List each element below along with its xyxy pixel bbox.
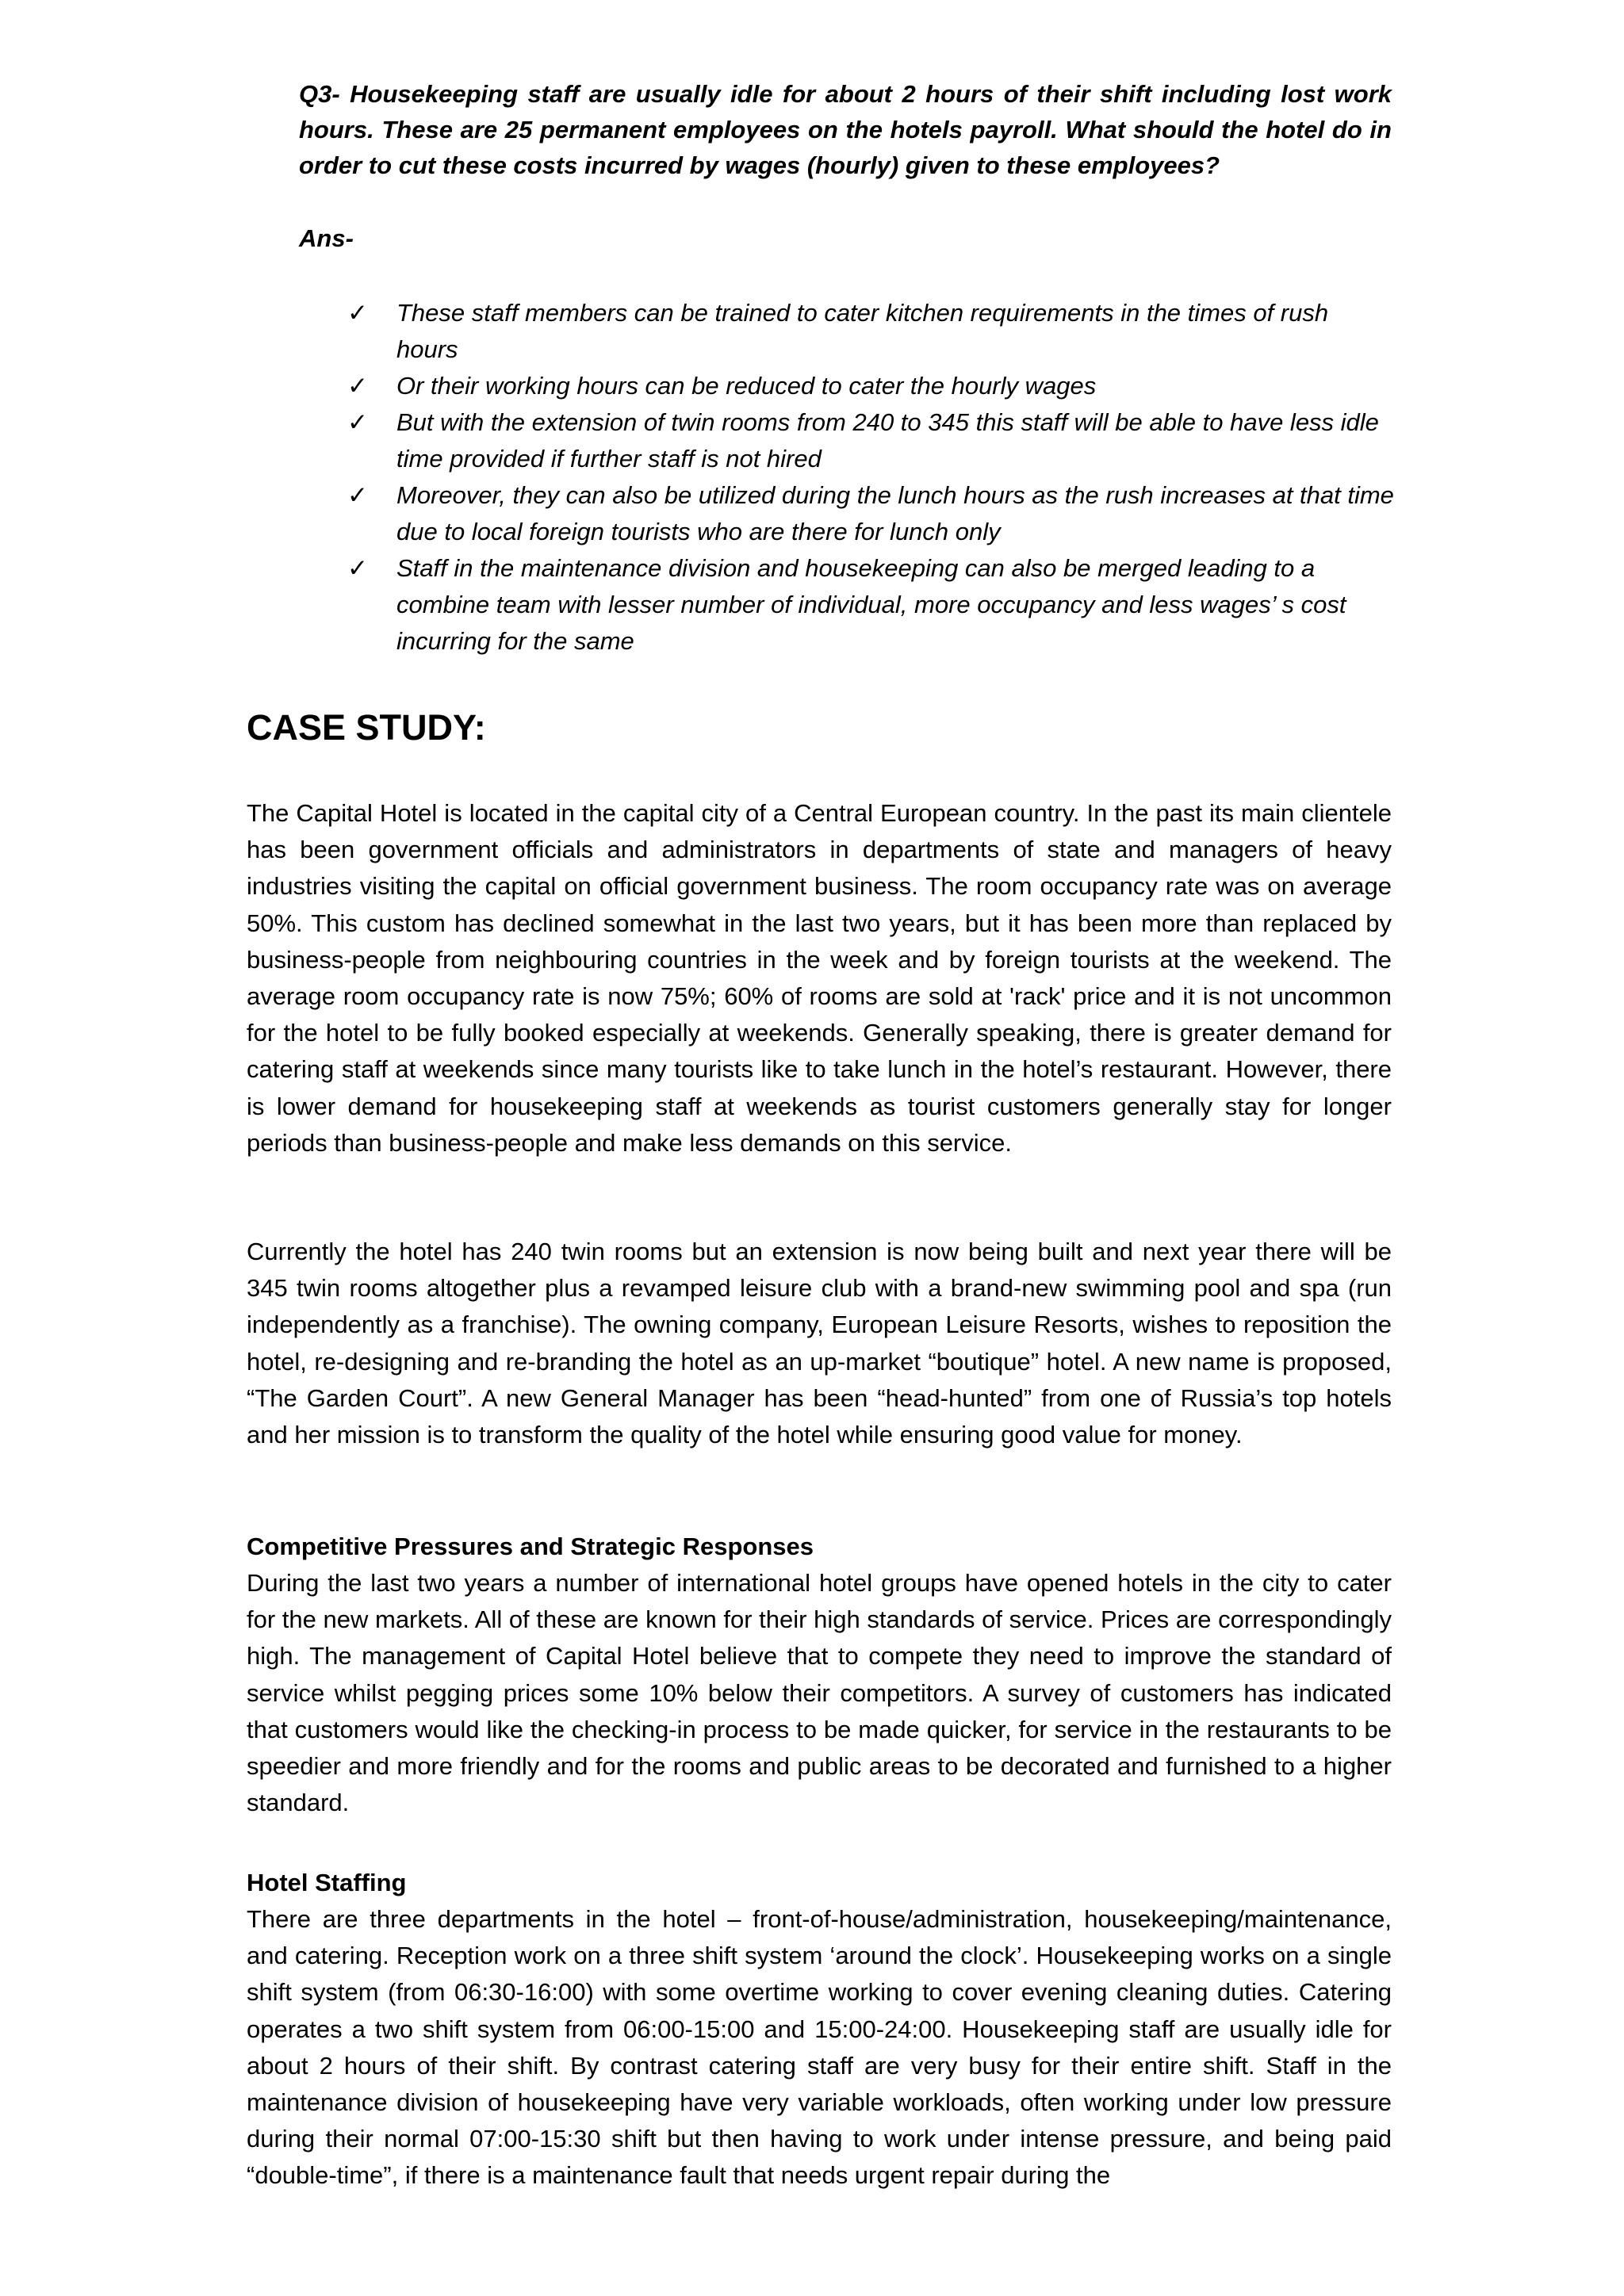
checkmark-icon: ✓ (347, 554, 368, 583)
list-item: ✓ Moreover, they can also be utilized during the lunch hours as the rush increases at that time due to local foreign tourists who are there for lunch only (347, 477, 1394, 550)
competitive-pressures-heading: Competitive Pressures and Strategic Responses (247, 1533, 814, 1560)
list-item: ✓ Or their working hours can be reduced to cater the hourly wages (347, 368, 1394, 404)
case-paragraph-2: Currently the hotel has 240 twin rooms but an extension is now being built and next year there will be 345 twin rooms altogether plus a revamped leisure club with a brand-new swimming pool and spa (run independently as a franchise). The owning company, European Leisure Resorts, wishes to reposition the hotel, re-designing and re-branding the hotel as an up-market “boutique” hotel. A new name is proposed, “The Garden Court”. A new General Manager has been “head-hunted” from one of Russia’s top hotels and her mission is to transform the quality of the hotel while ensuring good value for money. (247, 1238, 1392, 1449)
checkmark-icon: ✓ (347, 481, 368, 510)
checkmark-icon: ✓ (347, 408, 368, 437)
checkmark-icon: ✓ (347, 299, 368, 327)
list-item: ✓ Staff in the maintenance division and housekeeping can also be merged leading to a combine team with lesser number of individual, more occupancy and less wages’ s cost incurring for the same (347, 550, 1394, 660)
answer-list (347, 295, 1394, 660)
case-paragraph-4: There are three departments in the hotel – front-of-house/administration, housekeeping/maintenance, and catering. Reception work on a three shift system ‘around the clock’. Housekeeping works on a single shift system (from 06:30-16:00) with some overtime working to cover evening cleaning duties. Catering operates a two shift system from 06:00-15:00 and 15:00-24:00. Housekeeping staff are usually idle for about 2 hours of their shift. By contrast catering staff are very busy for their entire shift. Staff in the maintenance division of housekeeping have very variable workloads, often working under low pressure during their normal 07:00-15:30 shift but then having to work under intense pressure, and being paid “double-time”, if there is a maintenance fault that needs urgent repair during the (247, 1905, 1392, 2190)
case-study-heading: CASE STUDY: (247, 707, 486, 748)
answer-label: Ans- (299, 224, 354, 252)
question-text: Q3- Housekeeping staff are usually idle for about 2 hours of their shift including lost work hours. These are 25 permanent employees on the hotels payroll. What should the hotel do in order to cut these costs incurred by wages (hourly) given to these employees? (299, 80, 1392, 179)
list-item: ✓ But with the extension of twin rooms from 240 to 345 this staff will be able to have less idle time provided if further staff is not hired (347, 404, 1394, 477)
hotel-staffing-heading: Hotel Staffing (247, 1869, 407, 1896)
case-paragraph-3: During the last two years a number of international hotel groups have opened hotels in the city to cater for the new markets. All of these are known for their high standards of service. Prices are correspondingly high. The management of Capital Hotel believe that to compete they need to improve the standard of service whilst pegging prices some 10% below their competitors. A survey of customers has indicated that customers would like the checking-in process to be made quicker, for service in the restaurants to be speedier and more friendly and for the rooms and public areas to be decorated and furnished to a higher standard. (247, 1569, 1392, 1817)
list-item: ✓ These staff members can be trained to cater kitchen requirements in the times of rush hours (347, 295, 1394, 368)
checkmark-icon: ✓ (347, 372, 368, 400)
case-paragraph-1: The Capital Hotel is located in the capital city of a Central European country. In the past its main clientele has been government officials and administrators in departments of state and managers of heavy industries visiting the capital on official government business. The room occupancy rate was on average 50%. This custom has declined somewhat in the last two years, but it has been more than replaced by business-people from neighbouring countries in the week and by foreign tourists at the weekend. The average room occupancy rate is now 75%; 60% of rooms are sold at 'rack' price and it is not uncommon for the hotel to be fully booked especially at weekends. Generally speaking, there is greater demand for catering staff at weekends since many tourists like to take lunch in the hotel’s restaurant. However, there is lower demand for housekeeping staff at weekends as tourist customers generally stay for longer periods than business-people and make less demands on this service. (247, 799, 1392, 1157)
